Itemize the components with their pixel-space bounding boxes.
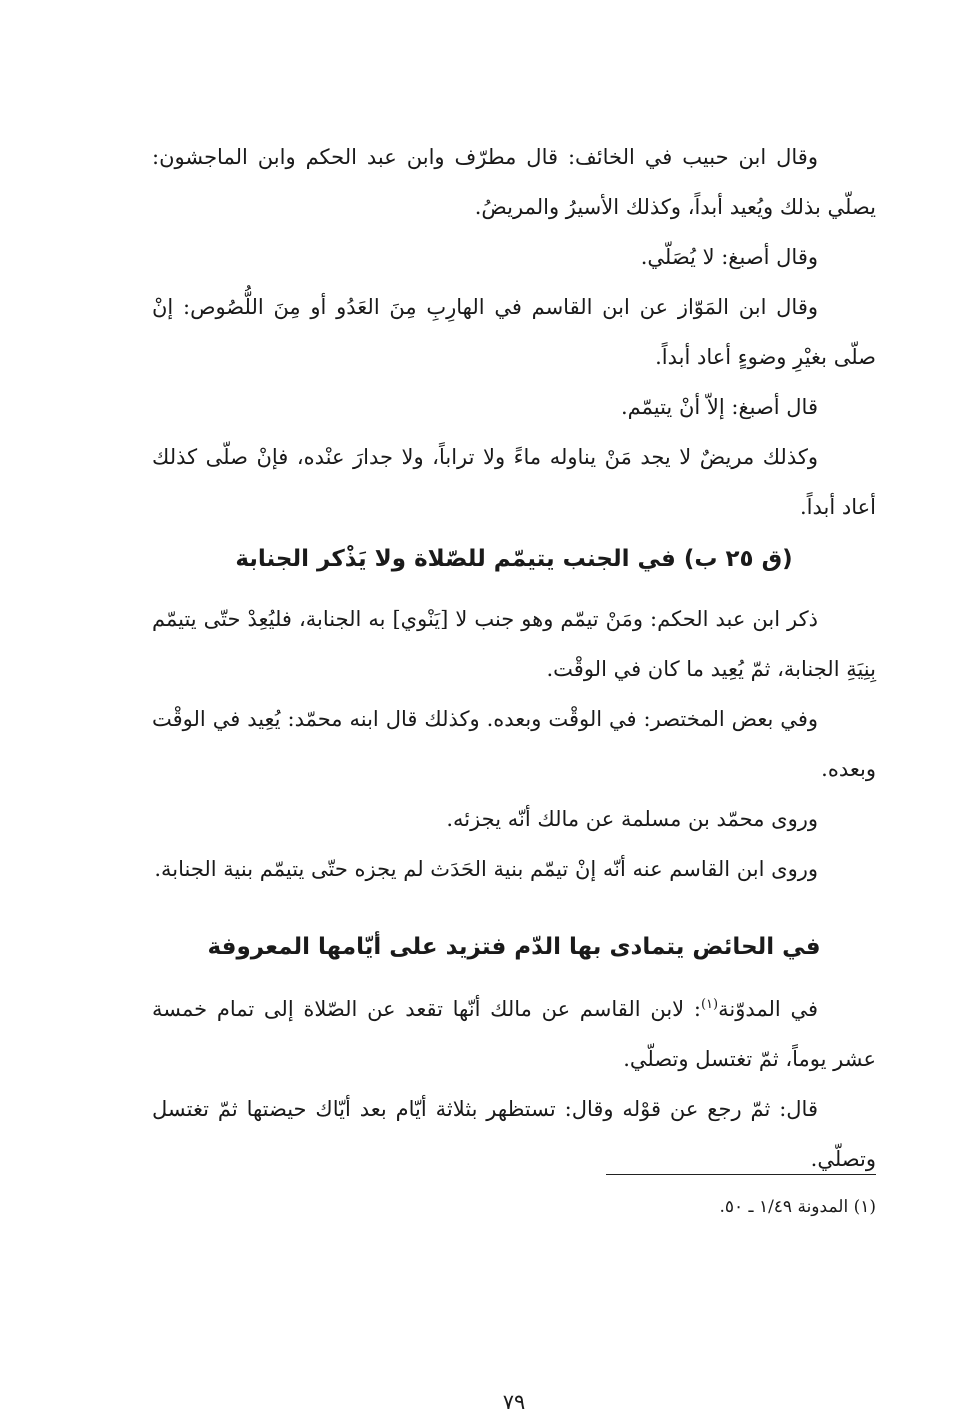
paragraph: وروى ابن القاسم عنه أنّه إنْ تيمّم بنية الحَدَث لم يجزه حتّى يتيمّم بنية الجنابة. xyxy=(154,857,818,881)
paragraph: وقال ابن حبيب في الخائف: قال مطرّف وابن عبد الحكم وابن الماجشون: يصلّي بذلك ويُعيد أبداً، وكذلك الأسيرُ والمريضُ. xyxy=(152,145,876,219)
paragraph-text: في المدوّنة xyxy=(718,997,818,1021)
section-heading: (ق ٢٥ ب) في الجنب يتيمّم للصّلاة ولا يَذْكر الجنابة xyxy=(235,546,793,572)
paragraph xyxy=(152,984,876,1084)
section-block-1 xyxy=(152,132,876,532)
paragraph: وقال ابن المَوّاز عن ابن القاسم في الهارِبِ مِنَ العَدُو أو مِنَ اللُّصُوص: إنْ صلّى بغيْرِ وضوءٍ أعاد أبداً. xyxy=(152,295,876,369)
section-block-3 xyxy=(152,984,876,1184)
footnote: (١) المدونة ١/٤٩ ـ ٥٠. xyxy=(719,1197,876,1217)
section-block-2 xyxy=(152,594,876,894)
footnote-marker[interactable]: (١) xyxy=(700,997,719,1012)
paragraph: وقال أصبغ: لا يُصَلّي. xyxy=(640,245,818,269)
section-heading: في الحائض يتمادى بها الدّم فتزيد على أيّامها المعروفة xyxy=(207,934,821,960)
paragraph: قال: ثمّ رجع عن قوْله وقال: تستظهر بثلاثة أيّام بعد أيّاك حيضتها ثمّ تغتسل وتصلّي. xyxy=(152,1097,876,1171)
paragraph: قال أصبغ: إلاّ أنْ يتيمّم. xyxy=(620,395,818,419)
paragraph: وروى محمّد بن مسلمة عن مالك أنّه يجزئه. xyxy=(446,807,818,831)
paragraph: وفي بعض المختصر: في الوقْت وبعده. وكذلك قال ابنه محمّد: يُعِيد في الوقْت وبعده. xyxy=(152,707,876,781)
paragraph: وكذلك مريضٌ لا يجد مَنْ يناوله ماءً ولا تراباً، ولا جدارَ عنْده، فإنْ صلّى كذلك أعاد أبداً. xyxy=(152,445,876,519)
page-number: ٧٩ xyxy=(502,1390,526,1414)
paragraph-text: : لابن القاسم عن مالك أنّها تقعد عن الصّلاة إلى تمام خمسة عشر يوماً، ثمّ تغتسل وتصلّي. xyxy=(152,997,876,1071)
paragraph: ذكر ابن عبد الحكم: ومَنْ تيمّم وهو جنب لا [يَنْوي] به الجنابة، فليُعِدْ حتّى يتيمّم بِنِيَةِ الجنابة، ثمّ يُعِيد ما كان في الوقْت. xyxy=(152,607,876,681)
footnote-divider xyxy=(606,1174,876,1175)
